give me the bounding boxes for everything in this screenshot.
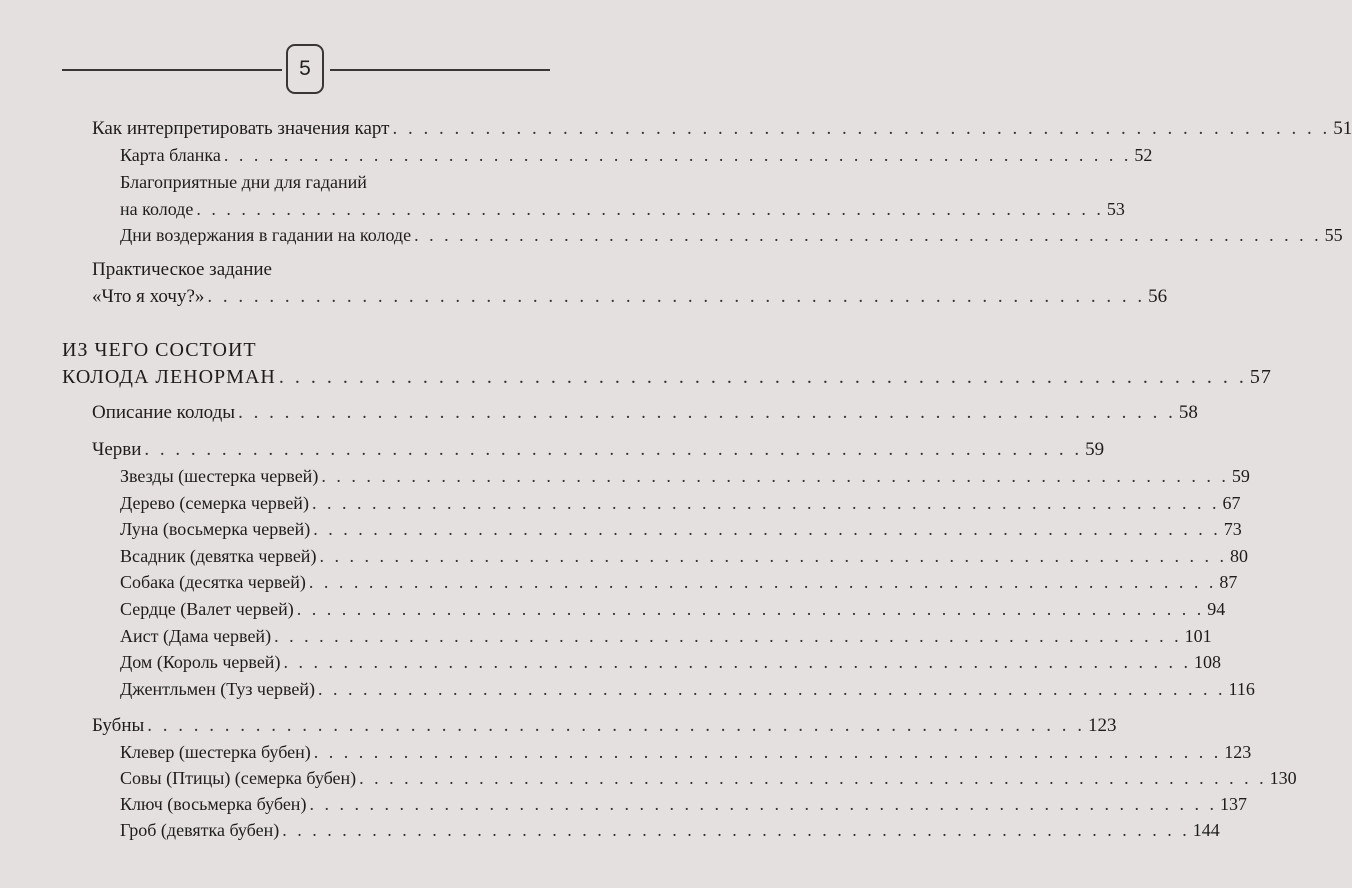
toc-entry [92,118,1352,148]
toc-entry-title: на колоде [120,199,194,219]
toc-entry-title: Ключ (восьмерка бубен) [120,794,307,814]
dot-leader: . . . . . . . . . . . . . . . . . . . . . . . . . . . . . . . . . . . . . . . . . . . . . . . . . . . . . . . . . . . . . [207,286,1146,307]
header-rule-left [62,69,282,71]
dot-leader: . . . . . . . . . . . . . . . . . . . . . . . . . . . . . . . . . . . . . . . . . . . . . . . . . . . . . . . . . . . . . [311,493,1220,513]
toc-entry-page: 101 [1184,626,1212,646]
toc-entry-title: КОЛОДА ЛЕНОРМАН [62,366,276,388]
toc-entry [120,145,1153,175]
toc-entry [62,339,548,369]
toc-entry-title: Собака (десятка червей) [120,572,306,592]
dot-leader: . . . . . . . . . . . . . . . . . . . . . . . . . . . . . . . . . . . . . . . . . . . . . . . . . . . . . . . . . . . . . [238,402,1176,423]
toc-entry-page: 59 [1085,439,1105,460]
toc-entry [92,439,1105,469]
dot-leader: . . . . . . . . . . . . . . . . . . . . . . . . . . . . . . . . . . . . . . . . . . . . . . . . . . . . . . . . . . . . . [223,145,1132,165]
dot-leader: . . . . . . . . . . . . . . . . . . . . . . . . . . . . . . . . . . . . . . . . . . . . . . . . . . . . . . . . . . . . . [392,118,1331,139]
toc-entry-title: Практическое задание [92,259,272,280]
toc-entry-page: 67 [1222,493,1241,513]
dot-leader: . . . . . . . . . . . . . . . . . . . . . . . . . . . . . . . . . . . . . . . . . . . . . . . . . . . . . . . . . . . . . [144,439,1083,460]
toc-entry-page: 87 [1219,572,1238,592]
dot-leader: . . . . . . . . . . . . . . . . . . . . . . . . . . . . . . . . . . . . . . . . . . . . . . . . . . . . . . . . . . . . . [313,742,1222,762]
dot-leader: . . . . . . . . . . . . . . . . . . . . . . . . . . . . . . . . . . . . . . . . . . . . . . . . . . . . . . . . . . . . . [278,366,1247,388]
toc-entry [92,259,548,289]
toc-entry-title: Карта бланка [120,145,221,165]
toc-entry-page: 130 [1269,768,1297,788]
toc-entry-title: Благоприятные дни для гаданий [120,172,367,192]
dot-leader: . . . . . . . . . . . . . . . . . . . . . . . . . . . . . . . . . . . . . . . . . . . . . . . . . . . . . . . . . . . . . [296,599,1205,619]
toc-entry-page: 57 [1249,366,1272,388]
toc-entry-title: Дом (Король червей) [120,652,281,672]
toc-entry-page: 73 [1223,519,1242,539]
toc-entry-page: 137 [1219,794,1247,814]
toc-entry-page: 123 [1088,715,1117,736]
dot-leader: . . . . . . . . . . . . . . . . . . . . . . . . . . . . . . . . . . . . . . . . . . . . . . . . . . . . . . . . . . . . . [308,572,1217,592]
toc-entry-title: Гроб (девятка бубен) [120,820,280,840]
toc-entry-page: 80 [1229,546,1248,566]
toc-entry-page: 108 [1193,652,1221,672]
toc-entry-page: 123 [1224,742,1252,762]
dot-leader: . . . . . . . . . . . . . . . . . . . . . . . . . . . . . . . . . . . . . . . . . . . . . . . . . . . . . . . . . . . . . [414,225,1322,245]
dot-leader: . . . . . . . . . . . . . . . . . . . . . . . . . . . . . . . . . . . . . . . . . . . . . . . . . . . . . . . . . . . . . [317,679,1226,699]
toc-entry-page: 94 [1207,599,1226,619]
toc-entry-title: Аист (Дама червей) [120,626,272,646]
toc-entry [120,466,1250,496]
page-number: 5 [286,44,324,94]
toc-entry [120,820,1220,850]
dot-leader: . . . . . . . . . . . . . . . . . . . . . . . . . . . . . . . . . . . . . . . . . . . . . . . . . . . . . . . . . . . . . [313,519,1221,539]
toc-entry-page: 116 [1228,679,1255,699]
toc-entry-title: Луна (восьмерка червей) [120,519,311,539]
dot-leader: . . . . . . . . . . . . . . . . . . . . . . . . . . . . . . . . . . . . . . . . . . . . . . . . . . . . . . . . . . . . . [274,626,1182,646]
toc-entry-title: Описание колоды [92,402,236,423]
header-rule-right [330,69,550,71]
toc-entry-title: Звезды (шестерка червей) [120,466,319,486]
toc-entry-page: 59 [1231,466,1250,486]
toc-entry-title: Бубны [92,715,145,736]
toc-entry [62,366,1272,396]
toc-entry [120,572,1238,602]
toc-entry-page: 56 [1148,286,1168,307]
dot-leader: . . . . . . . . . . . . . . . . . . . . . . . . . . . . . . . . . . . . . . . . . . . . . . . . . . . . . . . . . . . . . [196,199,1104,219]
toc-entry-title: Всадник (девятка червей) [120,546,317,566]
toc-entry-title: ИЗ ЧЕГО СОСТОИТ [62,339,257,361]
dot-leader: . . . . . . . . . . . . . . . . . . . . . . . . . . . . . . . . . . . . . . . . . . . . . . . . . . . . . . . . . . . . . [283,652,1191,672]
toc-entry-page: 53 [1106,199,1125,219]
dot-leader: . . . . . . . . . . . . . . . . . . . . . . . . . . . . . . . . . . . . . . . . . . . . . . . . . . . . . . . . . . . . . [321,466,1229,486]
toc-entry-title: Как интерпретировать значения карт [92,118,390,139]
dot-leader: . . . . . . . . . . . . . . . . . . . . . . . . . . . . . . . . . . . . . . . . . . . . . . . . . . . . . . . . . . . . . [309,794,1217,814]
dot-leader: . . . . . . . . . . . . . . . . . . . . . . . . . . . . . . . . . . . . . . . . . . . . . . . . . . . . . . . . . . . . . [319,546,1227,566]
toc-entry-title: Дерево (семерка червей) [120,493,309,513]
toc-entry [92,286,1168,316]
toc-entry-page: 55 [1324,225,1343,245]
toc-entry-title: Клевер (шестерка бубен) [120,742,311,762]
toc-entry-title: Совы (Птицы) (семерка бубен) [120,768,357,788]
toc-entry [92,402,1198,432]
toc-entry [120,652,1221,682]
toc-entry-title: Сердце (Валет червей) [120,599,294,619]
toc-entry-page: 144 [1192,820,1220,840]
toc-entry-page: 58 [1178,402,1198,423]
toc-entry [120,172,548,202]
toc-entry [92,715,1117,745]
toc-entry-page: 51 [1333,118,1352,139]
toc-entry [120,679,1255,709]
dot-leader: . . . . . . . . . . . . . . . . . . . . . . . . . . . . . . . . . . . . . . . . . . . . . . . . . . . . . . . . . . . . . [147,715,1086,736]
toc-entry [120,225,1343,255]
toc-entry-title: «Что я хочу?» [92,286,205,307]
toc-entry-title: Черви [92,439,142,460]
toc-entry-title: Джентльмен (Туз червей) [120,679,315,699]
dot-leader: . . . . . . . . . . . . . . . . . . . . . . . . . . . . . . . . . . . . . . . . . . . . . . . . . . . . . . . . . . . . . [359,768,1267,788]
dot-leader: . . . . . . . . . . . . . . . . . . . . . . . . . . . . . . . . . . . . . . . . . . . . . . . . . . . . . . . . . . . . . [282,820,1190,840]
toc-entry-page: 52 [1134,145,1153,165]
toc-entry [120,519,1242,549]
toc-entry [120,599,1226,629]
toc-entry-title: Дни воздержания в гадании на колоде [120,225,412,245]
